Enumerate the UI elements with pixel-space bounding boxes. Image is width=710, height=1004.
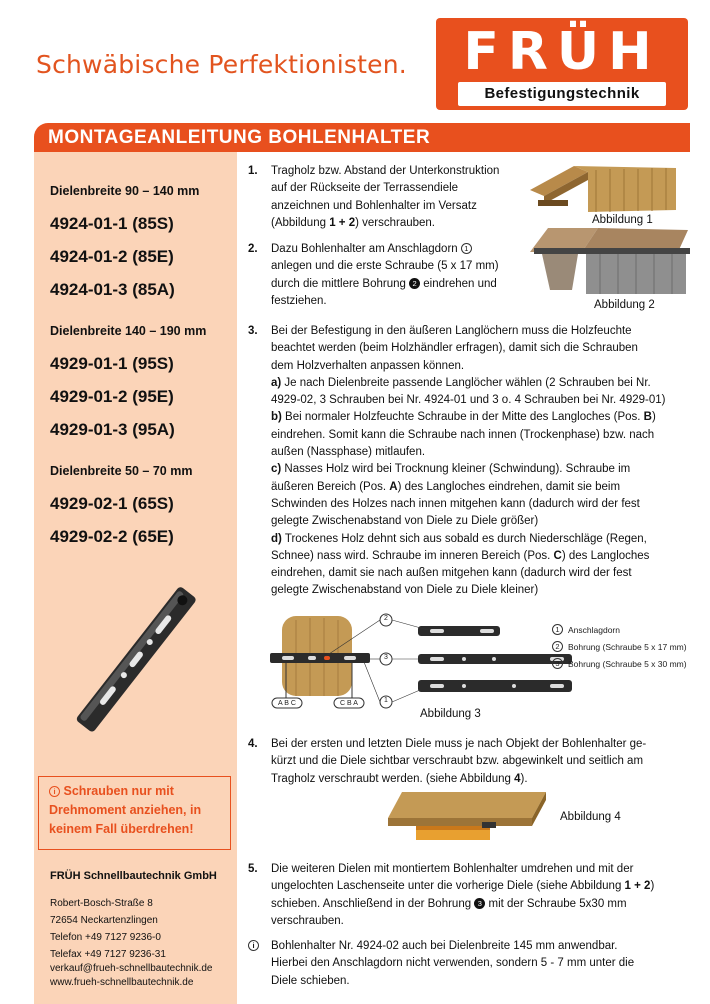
step-text: ) [650, 880, 655, 893]
fig3-legend-item [552, 624, 620, 635]
step-text: ). [520, 772, 528, 785]
logo-subtitle: Befestigungstechnik [484, 85, 640, 102]
callout-icon: 3 [552, 658, 563, 669]
group-heading-90-140: Dielenbreite 90 – 140 mm [50, 184, 200, 198]
step-text: eindrehen, damit sie nach außen mitgehen kann (dadurch wird der fest [271, 567, 632, 580]
logo-subtitle-box [458, 82, 666, 106]
group-heading-140-190: Dielenbreite 140 – 190 mm [50, 324, 207, 338]
note-text: Hierbei den Anschlagdorn nicht verwenden, sondern 5 - 7 mm unter die [271, 957, 635, 970]
info-icon: i [49, 786, 60, 797]
note-text: Diele schieben. [271, 974, 350, 987]
sub-label: a) [271, 376, 282, 389]
article-number: 4924-01-2 (85E) [50, 247, 174, 266]
fig3-positions-left: A B C [278, 700, 296, 707]
legend-text: Bohrung (Schraube 5 x 30 mm) [568, 659, 687, 669]
article-number: 4929-02-2 (65E) [50, 527, 174, 546]
title-bar [34, 123, 690, 152]
legend-text: Anschlagdorn [568, 625, 620, 635]
callout-3-icon: 3 [474, 898, 485, 909]
step-text: Die weiteren Dielen mit montiertem Bohlenhalter umdrehen und mit der [271, 863, 634, 875]
figure-ref: 1 + 2 [329, 216, 356, 229]
figure-4-caption: Abbildung 4 [560, 811, 621, 823]
figure-ref: 1 + 2 [624, 880, 651, 893]
step-text: Schnee) nass wird. Schraube im inneren Bereich (Pos. [271, 549, 554, 562]
step-text: eindrehen und [420, 277, 497, 290]
step-text: Trockenes Holz dehnt sich aus sobald es durch Niederschläge (Regen, [281, 532, 647, 545]
step-text: (Abbildung [271, 216, 330, 229]
bracket-product-image [62, 570, 212, 750]
warning-line: Drehmoment anziehen, in [49, 803, 202, 817]
step-text: auf der Rückseite der Terrassendiele [271, 182, 459, 195]
figure-2-image [528, 226, 694, 298]
article-number: 4929-01-1 (95S) [50, 354, 174, 373]
warning-line: Schrauben nur mit [63, 784, 174, 798]
figure-1-image [526, 160, 686, 220]
step-text: Schwinden des Holzes nach innen mitgehen kann (dadurch wird der fest [271, 497, 640, 510]
sub-label: d) [271, 532, 282, 545]
address-street: Robert-Bosch-Straße 8 [50, 898, 153, 909]
callout-1-icon: 1 [461, 243, 472, 254]
step-text: ) [651, 411, 656, 424]
figure-ref: 4 [514, 772, 521, 785]
group-heading-50-70: Dielenbreite 50 – 70 mm [50, 464, 193, 478]
step-text: gelegte Zwischenabstand von Diele zu Diele größer) [271, 515, 539, 528]
fig3-callout: 2 [384, 615, 388, 622]
step-number: 5. [248, 863, 258, 875]
step-text: ) des Langloches eindrehen, damit sie beim [397, 480, 621, 493]
step-number: 1. [248, 165, 258, 177]
step-text: Bei normaler Holzfeuchte Schraube in der Mitte des Langloches (Pos. [281, 411, 644, 424]
step-text: Tragholz verschraubt werden. (siehe Abbildung [271, 772, 515, 785]
page-title: MONTAGEANLEITUNG BOHLENHALTER [48, 127, 431, 148]
position-label: C [553, 549, 562, 562]
step-text: mit der Schraube 5x30 mm [485, 897, 627, 910]
step-text: Nasses Holz wird bei Trocknung kleiner (Schwindung). Schraube im [281, 463, 631, 476]
figure-3-image [268, 612, 588, 714]
info-icon: i [248, 940, 259, 951]
step-text: Dazu Bohlenhalter am Anschlagdorn [271, 243, 461, 255]
step-number: 3. [248, 325, 258, 337]
step-text: Je nach Dielenbreite passende Langlöcher wählen (2 Schrauben bei Nr. [281, 376, 651, 389]
step-text: schieben. Anschließend in der Bohrung [271, 897, 475, 910]
fax: Telefax +49 7127 9236-31 [50, 949, 166, 960]
step-text: ) des Langloches [561, 549, 650, 562]
email[interactable]: verkauf@frueh-schnellbautechnik.de [50, 963, 213, 974]
step-text: beachtet werden (beim Holzhändler erfragen), damit sich die Schrauben [271, 342, 638, 355]
callout-icon: 2 [552, 641, 563, 652]
figure-2-caption: Abbildung 2 [594, 299, 655, 311]
step-text: eindrehen. Somit kann die Schraube nach innen (Trockenphase) bzw. nach [271, 428, 655, 441]
step-text: 4929-02, 3 Schrauben bei Nr. 4924-01 und 3 o. 4 Schrauben bei Nr. 4929-01) [271, 394, 666, 407]
step-text: verschrauben. [271, 914, 344, 927]
callout-icon: 1 [552, 624, 563, 635]
step-text: äußeren Bereich (Pos. [271, 480, 390, 493]
position-label: B [643, 411, 652, 424]
step-text: kürzt und die Diele sichtbar verschraubt bzw. abgewinkelt und seitlich am [271, 755, 644, 768]
figure-1-caption: Abbildung 1 [592, 214, 653, 226]
website[interactable]: www.frueh-schnellbautechnik.de [50, 977, 194, 988]
warning-line: keinem Fall überdrehen! [49, 822, 194, 836]
step-text: anlegen und die erste Schraube (5 x 17 mm) [271, 260, 499, 273]
article-number: 4924-01-3 (85A) [50, 280, 175, 299]
fig3-callout: 1 [384, 697, 388, 704]
company-name: FRÜH Schnellbautechnik GmbH [50, 870, 217, 882]
position-label: A [389, 480, 398, 493]
figure-3-caption: Abbildung 3 [420, 708, 481, 720]
article-number: 4929-01-2 (95E) [50, 387, 174, 406]
step-text: anzeichnen und Bohlenhalter im Versatz [271, 199, 477, 212]
figure-4-image [386, 788, 552, 844]
fig3-callout: 3 [384, 654, 388, 661]
frueh-logo [436, 18, 688, 110]
step-text: festziehen. [271, 294, 327, 307]
fig3-legend-item [552, 641, 687, 652]
sub-label: c) [271, 463, 282, 476]
fig3-legend-item [552, 658, 687, 669]
step-text: Bei der ersten und letzten Diele muss je nach Objekt der Bohlenhalter ge- [271, 738, 647, 750]
fig3-positions-right: C B A [340, 700, 358, 707]
step-text: ungelochten Laschenseite unter die vorherige Diele (siehe Abbildung [271, 880, 625, 893]
note-text: Bohlenhalter Nr. 4924-02 auch bei Dielenbreite 145 mm anwendbar. [271, 940, 618, 952]
sidebar [34, 152, 237, 1004]
torque-warning [38, 776, 231, 850]
step-text: außen (Nassphase) mitlaufen. [271, 446, 426, 459]
callout-2-icon: 2 [409, 278, 420, 289]
step-number: 2. [248, 243, 258, 255]
step-text: Bei der Befestigung in den äußeren Langlöchern muss die Holzfeuchte [271, 325, 632, 337]
article-number: 4929-01-3 (95A) [50, 420, 175, 439]
article-number: 4924-01-1 (85S) [50, 214, 174, 233]
phone: Telefon +49 7127 9236-0 [50, 932, 161, 943]
article-number: 4929-02-1 (65S) [50, 494, 174, 513]
logo-wordmark: FRÜH [463, 22, 661, 82]
step-text: Tragholz bzw. Abstand der Unterkonstruktion [271, 165, 500, 177]
step-text: ) verschrauben. [355, 216, 435, 229]
step-text: dem Holzverhalten anpassen können. [271, 359, 465, 372]
step-text: durch die mittlere Bohrung [271, 277, 410, 290]
address-city: 72654 Neckartenzlingen [50, 915, 158, 926]
sub-label: b) [271, 411, 282, 424]
legend-text: Bohrung (Schraube 5 x 17 mm) [568, 642, 687, 652]
tagline: Schwäbische Perfektionisten. [36, 50, 407, 79]
step-number: 4. [248, 738, 258, 750]
step-text: gelegte Zwischenabstand von Diele zu Diele kleiner) [271, 584, 539, 597]
